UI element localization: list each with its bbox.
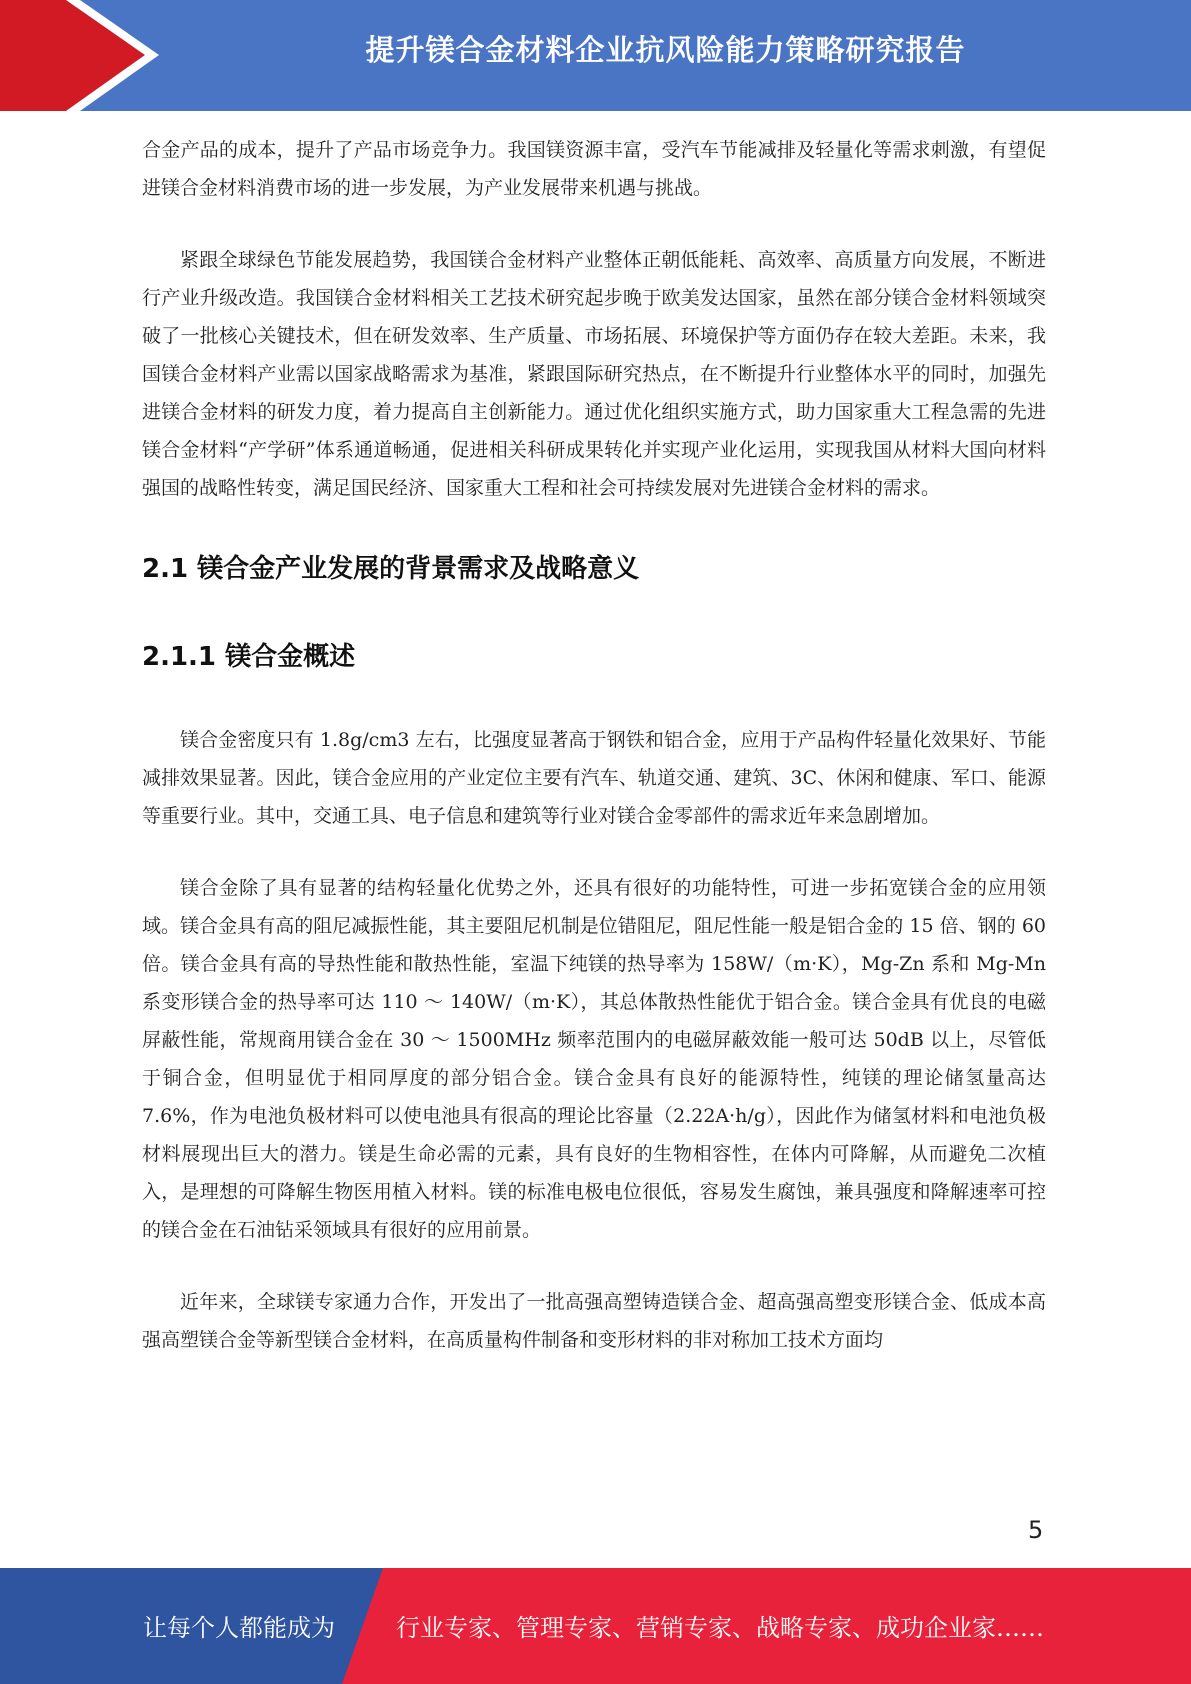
report-title: 提升镁合金材料企业抗风险能力策略研究报告 xyxy=(365,33,966,67)
page-header xyxy=(0,0,1191,111)
document-body xyxy=(142,131,1046,1359)
paragraph: 近年来，全球镁专家通力合作，开发出了一批高强高塑铸造镁合金、超高强高塑变形镁合金、低成本高强高塑镁合金等新型镁合金材料，在高质量构件制备和变形材料的非对称加工技术方面均 xyxy=(142,1291,1046,1351)
section-heading: 2.1 镁合金产业发展的背景需求及战略意义 xyxy=(142,554,640,584)
footer-slogan-right: 行业专家、管理专家、营销专家、战略专家、成功企业家…… xyxy=(396,1614,1044,1642)
page-number: 5 xyxy=(1028,1516,1044,1544)
header-red-arrow xyxy=(0,0,145,111)
footer-slogan-left: 让每个人都能成为 xyxy=(143,1614,335,1642)
page-footer xyxy=(0,1568,1191,1684)
paragraph: 镁合金密度只有 1.8g/cm3 左右，比强度显著高于钢铁和铝合金，应用于产品构件轻量化效果好、节能减排效果显著。因此，镁合金应用的产业定位主要有汽车、轨道交通、建筑、3C、休闲和健康、军口、能源等重要行业。其中，交通工具、电子信息和建筑等行业对镁合金零部件的需求近年来急剧增加。 xyxy=(142,729,1046,827)
paragraph: 紧跟全球绿色节能发展趋势，我国镁合金材料产业整体正朝低能耗、高效率、高质量方向发展，不断进行产业升级改造。我国镁合金材料相关工艺技术研究起步晚于欧美发达国家，虽然在部分镁合金材料领域突破了一批核心关键技术，但在研发效率、生产质量、市场拓展、环境保护等方面仍存在较大差距。未来，我国镁合金材料产业需以国家战略需求为基准，紧跟国际研究热点，在不断提升行业整体水平的同时，加强先进镁合金材料的研发力度，着力提高自主创新能力。通过优化组织实施方式，助力国家重大工程急需的先进镁合金材料“产学研”体系通道畅通，促进相关科研成果转化并实现产业化运用，实现我国从材料大国向材料强国的战略性转变，满足国民经济、国家重大工程和社会可持续发展对先进镁合金材料的需求。 xyxy=(142,249,1046,499)
paragraph-continued: 合金产品的成本，提升了产品市场竞争力。我国镁资源丰富，受汽车节能减排及轻量化等需求刺激，有望促进镁合金材料消费市场的进一步发展，为产业发展带来机遇与挑战。 xyxy=(142,139,1046,199)
paragraph: 镁合金除了具有显著的结构轻量化优势之外，还具有很好的功能特性，可进一步拓宽镁合金的应用领域。镁合金具有高的阻尼减振性能，其主要阻尼机制是位错阻尼，阻尼性能一般是铝合金的 15 倍、钢的 60 倍。镁合金具有高的导热性能和散热性能，室温下纯镁的热导率为 158W/（m·K），Mg-Zn 系和 Mg-Mn 系变形镁合金的热导率可达 110 ～ 140W/（m·K），其总体散热性能优于铝合金。镁合金具有优良的电磁屏蔽性能，常规商用镁合金在 30 ～ 1500MHz 频率范围内的电磁屏蔽效能一般可达 50dB 以上，尽管低于铜合金，但明显优于相同厚度的部分铝合金。镁合金具有良好的能源特性，纯镁的理论储氢量高达 7.6%，作为电池负极材料可以使电池具有很高的理论比容量（2.22A·h/g），因此作为储氢材料和电池负极材料展现出巨大的潜力。镁是生命必需的元素，具有良好的生物相容性，在体内可降解，从而避免二次植入，是理想的可降解生物医用植入材料。镁的标准电极电位很低，容易发生腐蚀，兼具强度和降解速率可控的镁合金在石油钻采领域具有很好的应用前景。 xyxy=(142,877,1046,1241)
subsection-heading: 2.1.1 镁合金概述 xyxy=(142,642,356,672)
